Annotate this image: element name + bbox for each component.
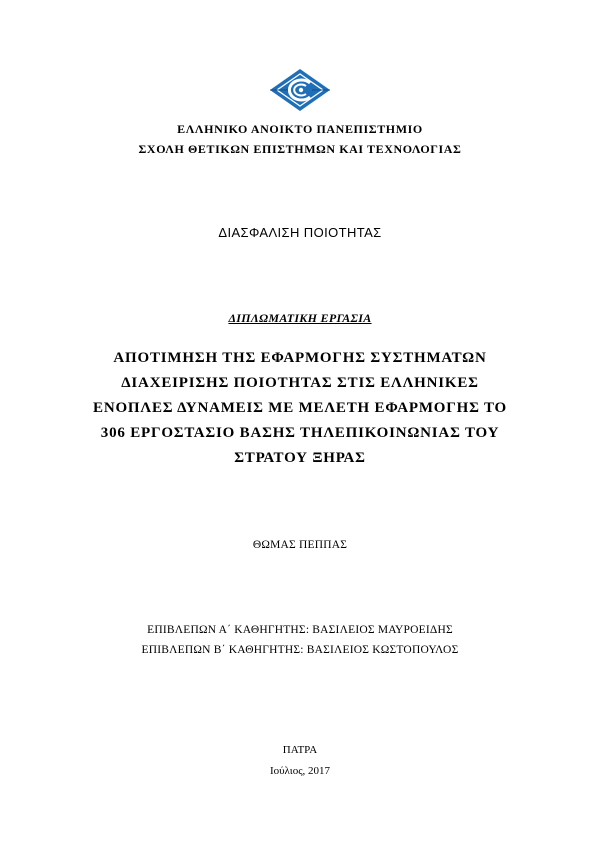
title-line: ΑΠΟΤΙΜΗΣΗ ΤΗΣ ΕΦΑΡΜΟΓΗΣ ΣΥΣΤΗΜΑΤΩΝ xyxy=(113,350,487,366)
thesis-title xyxy=(0,346,600,471)
program-name: ΔΙΑΣΦΑΛΙΣΗ ΠΟΙΟΤΗΤΑΣ xyxy=(218,225,382,240)
supervisor-b: ΕΠΙΒΛΕΠΩΝ Β΄ ΚΑΘΗΓΗΤΗΣ: ΒΑΣΙΛΕΙΟΣ ΚΩΣΤΟΠΟΥΛΟΣ xyxy=(141,644,459,656)
supervisor-a: ΕΠΙΒΛΕΠΩΝ Α΄ ΚΑΘΗΓΗΤΗΣ: ΒΑΣΙΛΕΙΟΣ ΜΑΥΡΟΕΙΔΗΣ xyxy=(147,624,453,636)
author-name: ΘΩΜΑΣ ΠΕΠΠΑΣ xyxy=(252,539,348,551)
supervisors-block xyxy=(0,620,600,660)
title-line: ΕΝΟΠΛΕΣ ΔΥΝΑΜΕΙΣ ΜΕ ΜΕΛΕΤΗ ΕΦΑΡΜΟΓΗΣ ΤΟ xyxy=(93,400,507,416)
university-name: ΕΛΛΗΝΙΚΟ ΑΝΟΙΚΤΟ ΠΑΝΕΠΙΣΤΗΜΙΟ xyxy=(177,122,423,136)
title-line: ΣΤΡΑΤΟΥ ΞΗΡΑΣ xyxy=(234,450,366,466)
document-type: ΔΙΠΛΩΜΑΤΙΚΗ ΕΡΓΑΣΙΑ xyxy=(228,311,372,325)
university-logo-icon xyxy=(268,68,332,112)
school-name: ΣΧΟΛΗ ΘΕΤΙΚΩΝ ΕΠΙΣΤΗΜΩΝ ΚΑΙ ΤΕΧΝΟΛΟΓΙΑΣ xyxy=(138,142,462,156)
date: Ιούλιος, 2017 xyxy=(269,765,331,777)
city: ΠΑΤΡΑ xyxy=(282,744,318,756)
university-header xyxy=(0,119,600,159)
title-line: ΔΙΑΧΕΙΡΙΣΗΣ ΠΟΙΟΤΗΤΑΣ ΣΤΙΣ ΕΛΛΗΝΙΚΕΣ xyxy=(121,375,479,391)
title-line: 306 ΕΡΓΟΣΤΑΣΙΟ ΒΑΣΗΣ ΤΗΛΕΠΙΚΟΙΝΩΝΙΑΣ ΤΟΥ xyxy=(100,425,500,441)
